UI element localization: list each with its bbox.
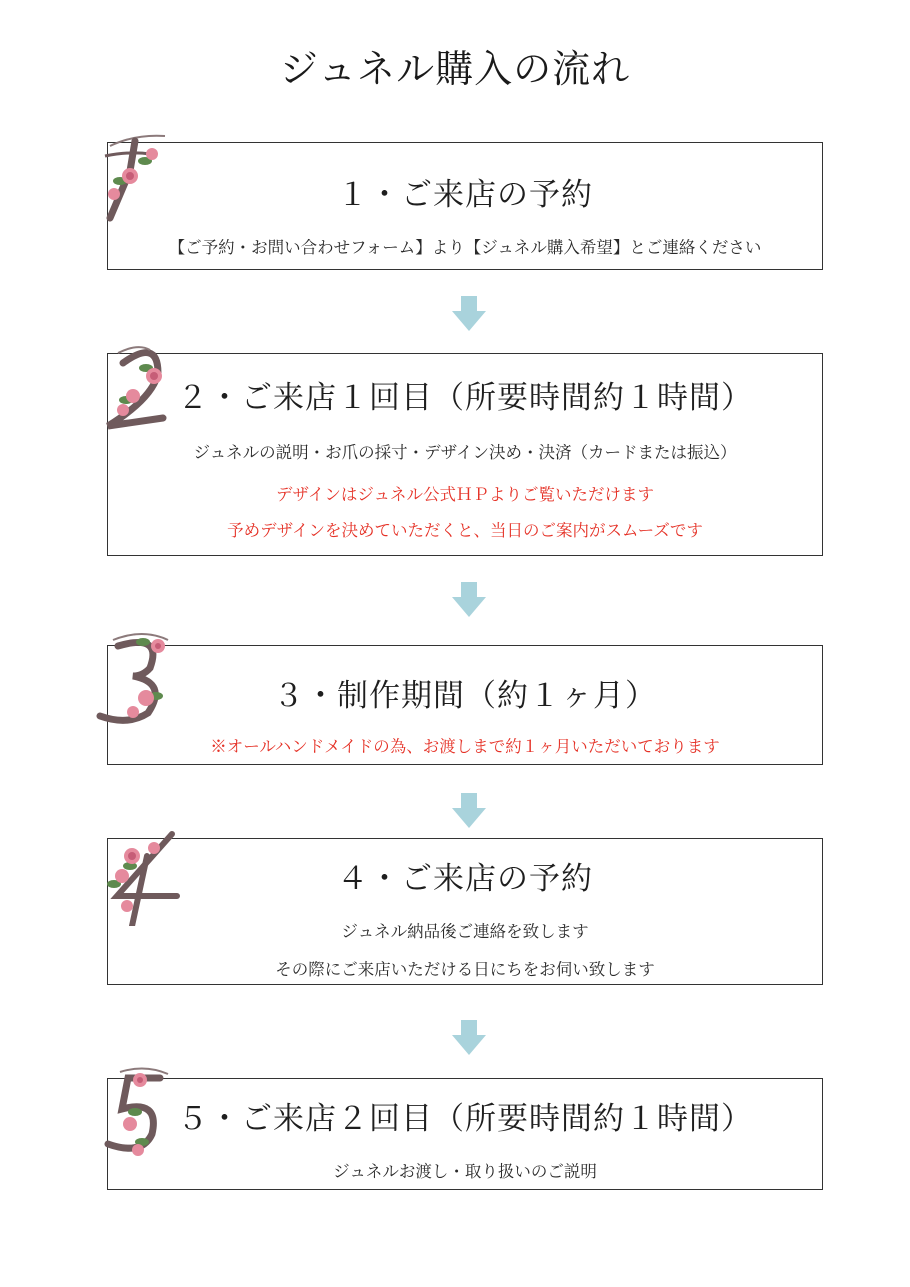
step-1-text: 【ご予約・お問い合わせフォーム】より【ジュネル購入希望】とご連絡ください: [168, 238, 762, 257]
floral-numeral-1-icon: [90, 126, 180, 226]
step-2-note-1: デザインはジュネル公式ＨＰよりご覧いただけます: [275, 485, 654, 504]
step-4-box: [107, 838, 823, 985]
step-3-heading: ３・制作期間（約１ヶ月）: [273, 678, 657, 714]
step-1-heading: １・ご来店の予約: [337, 177, 593, 213]
step-4-heading: ４・ご来店の予約: [337, 861, 593, 897]
step-2-box: [107, 353, 823, 556]
page-title: ジュネル購入の流れ: [279, 47, 631, 91]
down-arrow-icon: [451, 793, 487, 829]
step-5-text: ジュネルお渡し・取り扱いのご説明: [333, 1162, 597, 1181]
step-3-box: [107, 645, 823, 765]
step-2-heading: ２・ご来店１回目（所要時間約１時間）: [177, 380, 753, 416]
down-arrow-icon: [451, 582, 487, 618]
floral-numeral-3-icon: [88, 628, 178, 728]
down-arrow-icon: [451, 296, 487, 332]
step-2-note-2: 予めデザインを決めていただくと、当日のご案内がスムーズです: [227, 521, 703, 540]
step-4-text-1: ジュネル納品後ご連絡を致します: [341, 922, 589, 941]
step-2-text: ジュネルの説明・お爪の採寸・デザイン決め・決済（カードまたは振込）: [193, 443, 737, 462]
step-4-text-2: その際にご来店いただける日にちをお伺い致します: [275, 960, 655, 979]
step-3-note: ※オールハンドメイドの為、お渡しまで約１ヶ月いただいております: [210, 737, 720, 756]
floral-numeral-4-icon: [92, 826, 182, 926]
step-1-box: [107, 142, 823, 270]
floral-numeral-5-icon: [90, 1064, 180, 1164]
floral-numeral-2-icon: [88, 338, 178, 438]
step-5-box: [107, 1078, 823, 1190]
step-5-heading: ５・ご来店２回目（所要時間約１時間）: [177, 1101, 753, 1137]
down-arrow-icon: [451, 1020, 487, 1056]
